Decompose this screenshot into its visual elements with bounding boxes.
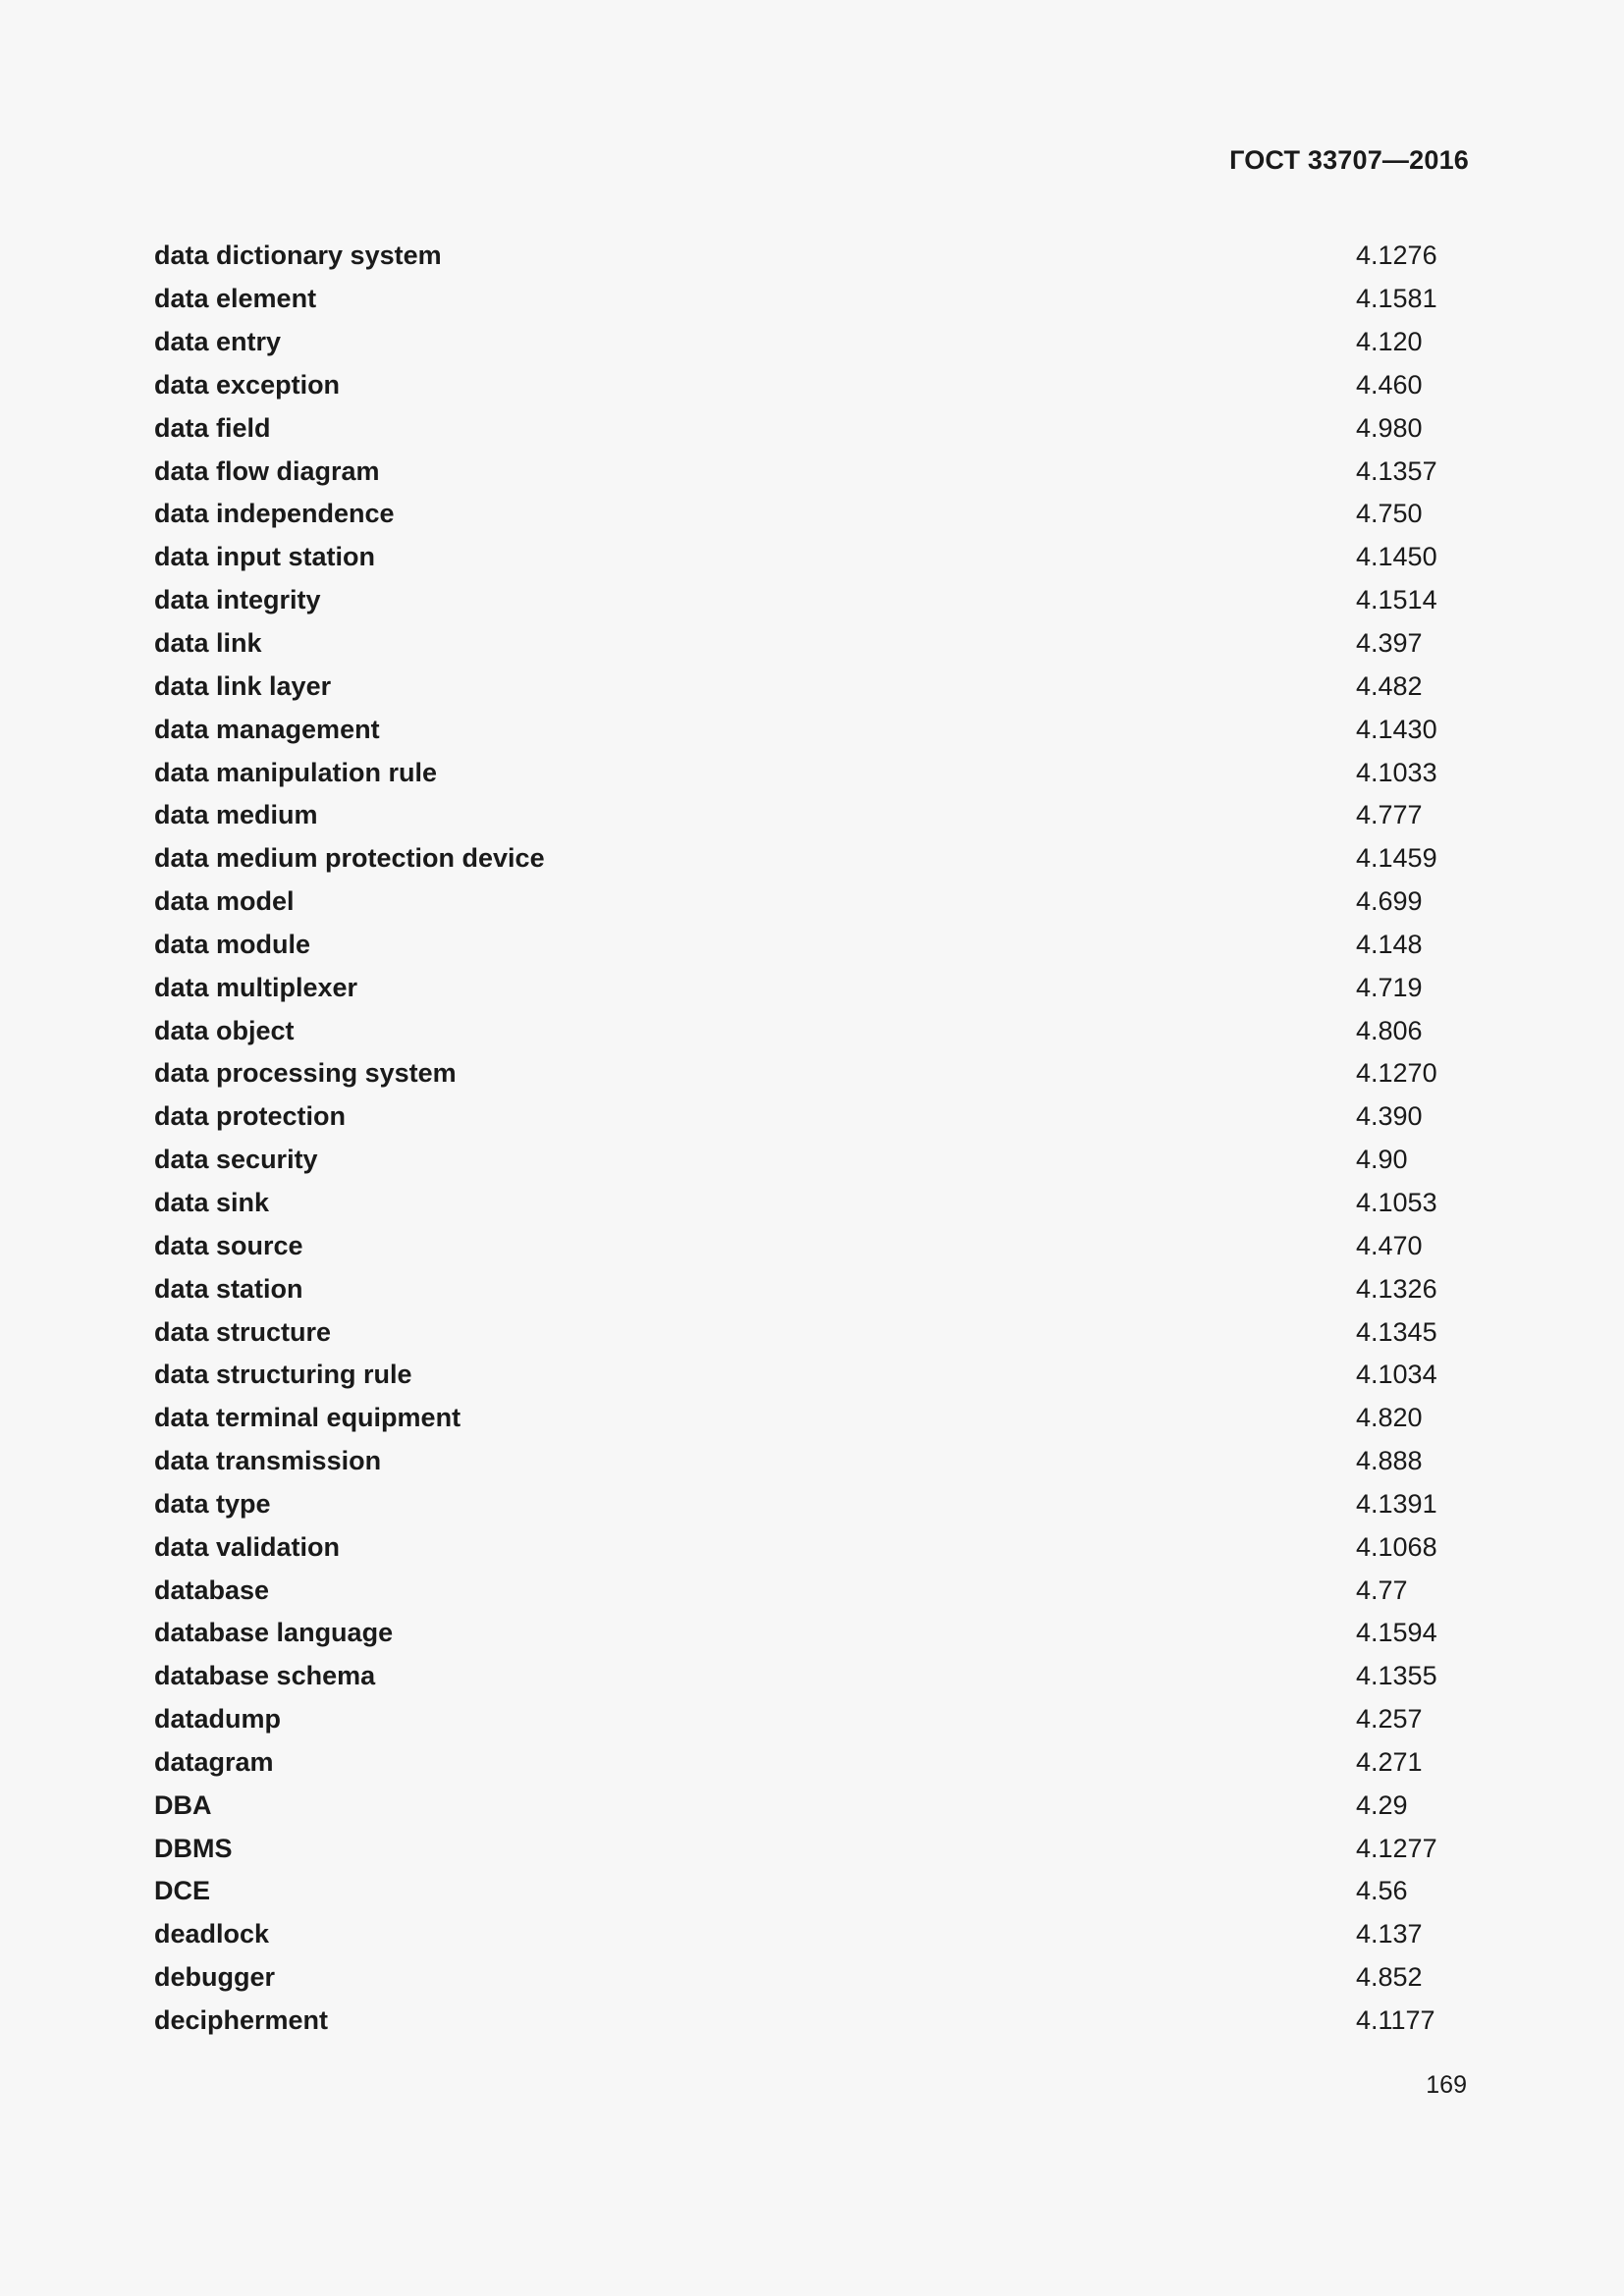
index-entry xyxy=(154,1827,1470,1870)
entry-term: data medium protection device xyxy=(154,843,545,874)
index-entry xyxy=(154,794,1470,837)
entry-reference: 4.852 xyxy=(1356,1962,1423,1993)
entry-reference: 4.1034 xyxy=(1356,1360,1437,1390)
entry-term: data structure xyxy=(154,1316,332,1347)
entry-reference: 4.1177 xyxy=(1356,2005,1435,2036)
entry-term: data link layer xyxy=(154,670,332,701)
entry-reference: 4.148 xyxy=(1356,929,1423,959)
index-entry xyxy=(154,1525,1470,1569)
entry-term: data integrity xyxy=(154,585,321,615)
index-entry xyxy=(154,1182,1470,1225)
entry-term: data field xyxy=(154,412,271,443)
entry-reference: 4.820 xyxy=(1356,1403,1423,1433)
index-entry xyxy=(154,1569,1470,1612)
entry-reference: 4.1391 xyxy=(1356,1488,1437,1519)
entry-reference: 4.1053 xyxy=(1356,1187,1437,1217)
entry-reference: 4.1450 xyxy=(1356,542,1437,572)
entry-term: data transmission xyxy=(154,1446,382,1476)
entry-reference: 4.806 xyxy=(1356,1015,1423,1045)
entry-term: data independence xyxy=(154,499,395,529)
index-entry xyxy=(154,1741,1470,1785)
entry-reference: 4.271 xyxy=(1356,1746,1423,1777)
entry-term: debugger xyxy=(154,1962,276,1993)
entry-term: data object xyxy=(154,1015,295,1045)
entry-reference: 4.1430 xyxy=(1356,714,1437,744)
entry-term: data sink xyxy=(154,1187,270,1217)
entry-term: data terminal equipment xyxy=(154,1403,461,1433)
entry-term: data medium xyxy=(154,800,318,830)
index-entry xyxy=(154,579,1470,622)
entry-term: data validation xyxy=(154,1531,341,1562)
entry-reference: 4.777 xyxy=(1356,800,1423,830)
entry-reference: 4.980 xyxy=(1356,412,1423,443)
entry-term: deadlock xyxy=(154,1919,270,1949)
entry-term: data manipulation rule xyxy=(154,757,438,787)
index-entry xyxy=(154,881,1470,924)
index-entry xyxy=(154,1956,1470,2000)
entry-term: data station xyxy=(154,1273,303,1304)
index-entry xyxy=(154,1267,1470,1310)
index-entry xyxy=(154,321,1470,364)
entry-reference: 4.1326 xyxy=(1356,1273,1437,1304)
entry-reference: 4.1277 xyxy=(1356,1833,1437,1863)
index-entry xyxy=(154,450,1470,493)
index-entry xyxy=(154,1139,1470,1182)
index-entry xyxy=(154,1698,1470,1741)
index-entry xyxy=(154,1482,1470,1525)
entry-reference: 4.77 xyxy=(1356,1575,1408,1605)
entry-reference: 4.29 xyxy=(1356,1789,1408,1820)
index-entry xyxy=(154,665,1470,708)
index-entry xyxy=(154,708,1470,751)
document-header: ГОСТ 33707—2016 xyxy=(1229,145,1469,175)
index-entry xyxy=(154,536,1470,579)
entry-reference: 4.699 xyxy=(1356,886,1423,917)
index-entry xyxy=(154,966,1470,1009)
entry-reference: 4.397 xyxy=(1356,628,1423,659)
index-entry xyxy=(154,924,1470,967)
entry-reference: 4.888 xyxy=(1356,1446,1423,1476)
entry-reference: 4.750 xyxy=(1356,499,1423,529)
entry-reference: 4.90 xyxy=(1356,1145,1408,1175)
entry-term: DCE xyxy=(154,1876,211,1906)
entry-reference: 4.1270 xyxy=(1356,1058,1437,1089)
entry-reference: 4.482 xyxy=(1356,670,1423,701)
entry-reference: 4.1355 xyxy=(1356,1661,1437,1691)
entry-term: data structuring rule xyxy=(154,1360,412,1390)
entry-reference: 4.1276 xyxy=(1356,240,1437,271)
entry-reference: 4.56 xyxy=(1356,1876,1408,1906)
entry-term: data module xyxy=(154,929,311,959)
entry-term: data multiplexer xyxy=(154,972,358,1002)
entry-reference: 4.1514 xyxy=(1356,585,1437,615)
entry-term: data flow diagram xyxy=(154,455,380,486)
entry-term: database xyxy=(154,1575,270,1605)
index-entry xyxy=(154,751,1470,794)
entry-term: data dictionary system xyxy=(154,240,442,271)
entry-term: data input station xyxy=(154,542,375,572)
entry-term: DBA xyxy=(154,1789,212,1820)
index-entry xyxy=(154,1310,1470,1354)
entry-reference: 4.1459 xyxy=(1356,843,1437,874)
entry-reference: 4.137 xyxy=(1356,1919,1423,1949)
index-entry xyxy=(154,235,1470,278)
index-entry xyxy=(154,2000,1470,2043)
index-entry xyxy=(154,493,1470,536)
entry-term: data type xyxy=(154,1488,271,1519)
entry-term: data exception xyxy=(154,369,341,400)
index-entry xyxy=(154,406,1470,450)
entry-term: data entry xyxy=(154,327,282,357)
index-entry xyxy=(154,1784,1470,1827)
page-number: 169 xyxy=(1426,2071,1467,2099)
entry-reference: 4.719 xyxy=(1356,972,1423,1002)
entry-reference: 4.1594 xyxy=(1356,1618,1437,1648)
index-entry xyxy=(154,1224,1470,1267)
entry-term: data source xyxy=(154,1230,303,1260)
index-entry xyxy=(154,1612,1470,1655)
entry-reference: 4.1345 xyxy=(1356,1316,1437,1347)
index-entry xyxy=(154,1095,1470,1139)
index-entry xyxy=(154,1440,1470,1483)
entry-term: data protection xyxy=(154,1101,347,1132)
entry-term: data security xyxy=(154,1145,318,1175)
entry-reference: 4.390 xyxy=(1356,1101,1423,1132)
entry-term: datadump xyxy=(154,1704,282,1735)
entry-reference: 4.1581 xyxy=(1356,284,1437,314)
index-entry xyxy=(154,1655,1470,1698)
index-entry xyxy=(154,1009,1470,1052)
entry-term: DBMS xyxy=(154,1833,233,1863)
entry-term: database language xyxy=(154,1618,394,1648)
index-entry xyxy=(154,1052,1470,1095)
entry-reference: 4.460 xyxy=(1356,369,1423,400)
entry-term: data link xyxy=(154,628,262,659)
index-entry xyxy=(154,622,1470,666)
entry-term: data processing system xyxy=(154,1058,457,1089)
index-entry xyxy=(154,1913,1470,1956)
term-index-list xyxy=(154,235,1470,2042)
entry-reference: 4.1033 xyxy=(1356,757,1437,787)
entry-reference: 4.470 xyxy=(1356,1230,1423,1260)
entry-term: data element xyxy=(154,284,317,314)
index-entry xyxy=(154,837,1470,881)
entry-term: database schema xyxy=(154,1661,376,1691)
entry-term: data management xyxy=(154,714,380,744)
index-entry xyxy=(154,1397,1470,1440)
index-entry xyxy=(154,1870,1470,1913)
entry-reference: 4.1357 xyxy=(1356,455,1437,486)
entry-term: decipherment xyxy=(154,2005,329,2036)
index-entry xyxy=(154,1354,1470,1397)
entry-reference: 4.120 xyxy=(1356,327,1423,357)
index-entry xyxy=(154,364,1470,407)
entry-term: data model xyxy=(154,886,295,917)
entry-term: datagram xyxy=(154,1746,274,1777)
entry-reference: 4.257 xyxy=(1356,1704,1423,1735)
index-entry xyxy=(154,278,1470,321)
entry-reference: 4.1068 xyxy=(1356,1531,1437,1562)
